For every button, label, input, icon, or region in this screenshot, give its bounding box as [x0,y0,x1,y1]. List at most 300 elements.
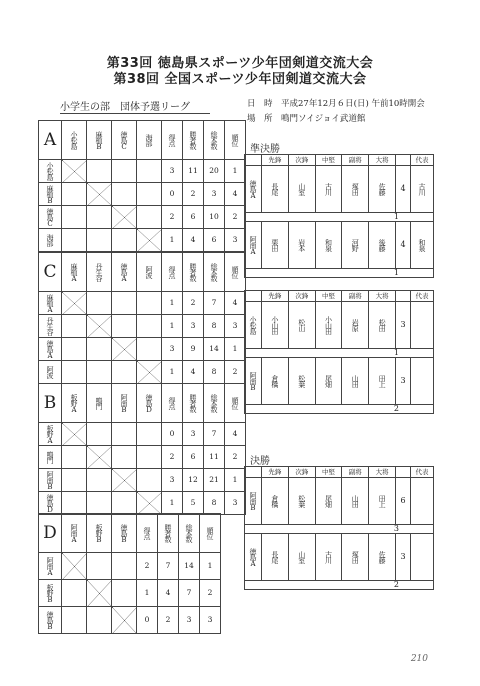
player-cell [342,478,369,525]
row-team [39,160,62,183]
stat-cell: 1 [162,492,183,515]
player-name: 山田 [351,375,360,387]
stat-cell: 1 [225,469,246,492]
row-team-name: 海部 [46,234,54,246]
column-header [225,253,246,292]
column-header [137,514,158,553]
row-team [39,206,62,229]
pool-row [39,292,246,315]
bracket-team-name [245,166,262,213]
match-cell [137,446,162,469]
pool-row [39,229,246,252]
match-cell [137,469,162,492]
position-header: 先鋒 [262,291,289,302]
row-team-name: 阿波 [46,366,54,378]
pool-row [39,580,221,607]
diagonal-cell [62,292,87,315]
row-team-name: 徳島B [46,610,54,630]
stat-cell: 8 [204,361,225,384]
row-team-name: 阿南B [46,470,54,490]
stat-cell: 2 [183,183,204,206]
row-team-name: 徳島D [46,493,54,513]
bracket-table [244,466,434,590]
player-name: 山室 [297,551,306,563]
row-team-name: 小松島 [46,162,54,180]
player-name: 松葉 [297,495,306,507]
representative-cell [411,534,434,581]
team-name: 阿南A [70,523,78,543]
match-cell [87,607,112,634]
pool-team-header [112,253,137,292]
column-header-label: 勝者数 [189,131,197,149]
title-line1: 第33回 徳島県スポーツ少年団剣道交流大会 [106,56,374,71]
position-header: 代表 [411,291,434,302]
stat-cell: 3 [200,607,221,634]
column-header-label: 得点 [168,266,176,278]
match-cell [112,160,137,183]
match-cell [87,361,112,384]
bracket-corner [245,155,262,166]
match-cell [137,338,162,361]
player-cell [262,478,289,525]
team-name: 板野B [95,523,103,543]
player-name: 尾畑 [324,375,333,387]
player-cell [315,302,342,349]
player-cell [315,478,342,525]
position-header: 先鋒 [262,155,289,166]
stat-cell: 3 [183,423,204,446]
diagonal-cell [62,553,87,580]
player-name: 塚田 [351,551,360,563]
row-team-name: 麻植B [46,184,54,204]
match-cell [137,160,162,183]
team-name: 麻植A [70,262,78,282]
column-header-label: 総本数 [210,263,218,281]
stat-cell: 1 [225,160,246,183]
row-team-name: 阿南A [46,556,54,576]
bracket-team-row [245,222,434,269]
diagonal-cell [112,469,137,492]
bracket-team-label: 阿南B [249,371,257,391]
match-cell [87,338,112,361]
bracket-team-label: 阿南A [249,235,257,255]
match-cell [62,469,87,492]
position-header: 大将 [369,467,396,478]
bracket-points: 2 [245,405,434,414]
pool-row [39,553,221,580]
position-header: 先鋒 [262,467,289,478]
pool-letter: D [39,514,62,553]
bracket-team-row [245,478,434,525]
representative-cell [411,222,434,269]
player-name: 河野 [351,239,360,251]
bracket-team-name [245,222,262,269]
row-team [39,423,62,446]
bracket-points: 2 [245,581,434,590]
team-name: 鳴門 [95,397,103,409]
player-cell [369,534,396,581]
player-cell [315,358,342,405]
team-name: 海部 [145,134,153,146]
row-team [39,338,62,361]
match-cell [112,315,137,338]
pool-row [39,446,246,469]
row-team [39,492,62,515]
section-title: 小学生の部 団体予選リーグ [60,98,210,114]
player-name: 尾畑 [324,495,333,507]
stat-cell: 4 [225,292,246,315]
pool-team-header [137,253,162,292]
stat-cell: 3 [225,229,246,252]
match-cell [112,423,137,446]
bracket-score: 6 [396,478,411,525]
pool-row [39,183,246,206]
pool-row [39,423,246,446]
player-cell [288,302,315,349]
pool-table-A [38,120,246,252]
stat-cell: 7 [179,580,200,607]
diagonal-cell [87,183,112,206]
pool-team-header [62,514,87,553]
player-cell [288,166,315,213]
player-name: 和泉 [324,239,333,251]
stat-cell: 3 [162,338,183,361]
match-cell [112,492,137,515]
bracket-score: 3 [396,302,411,349]
bracket-team-row [245,358,434,405]
player-name: 岩本 [297,239,306,251]
match-cell [62,229,87,252]
score-gap [396,291,411,302]
stat-cell: 4 [183,229,204,252]
match-cell [137,423,162,446]
match-cell [62,206,87,229]
team-name: 徳島A [120,262,128,282]
position-header: 大将 [369,155,396,166]
position-header: 次鋒 [288,291,315,302]
stat-cell: 0 [137,607,158,634]
stat-cell: 1 [137,580,158,607]
player-cell [369,302,396,349]
player-cell [262,302,289,349]
stat-cell: 3 [225,315,246,338]
stat-cell: 6 [183,206,204,229]
column-header-label: 総本数 [185,524,193,542]
stat-cell: 7 [204,292,225,315]
bracket-points: 1 [245,213,434,222]
player-cell [342,222,369,269]
player-name: 松葉 [297,375,306,387]
column-header-label: 勝者数 [164,524,172,542]
semifinal-title: 準決勝 [250,144,280,155]
bracket-team-name [245,358,262,405]
pool-row [39,315,246,338]
row-team [39,580,62,607]
bracket-points: 1 [245,269,434,278]
player-cell [262,222,289,269]
stat-cell: 8 [204,492,225,515]
bracket-team-label: 阿南B [249,491,257,511]
match-cell [62,446,87,469]
column-header [162,121,183,160]
match-cell [112,361,137,384]
player-name: 田上 [378,495,387,507]
row-team [39,607,62,634]
stat-cell: 3 [179,607,200,634]
row-team-name: 徳島A [46,339,54,359]
player-cell [288,534,315,581]
match-cell [62,492,87,515]
player-name: 倉橋 [270,375,279,387]
stat-cell: 11 [183,160,204,183]
player-cell [315,222,342,269]
column-header-label: 順位 [231,266,239,278]
row-team [39,315,62,338]
player-cell [262,166,289,213]
representative-name: 古川 [418,183,426,195]
column-header-label: 勝者数 [189,263,197,281]
stat-cell: 0 [162,183,183,206]
row-team [39,361,62,384]
match-cell [62,580,87,607]
team-name: 麻植B [95,130,103,150]
player-name: 長尾 [270,551,279,563]
player-cell [342,166,369,213]
player-cell [369,166,396,213]
player-name: 山室 [297,183,306,195]
column-header [158,514,179,553]
team-name: 小松島 [70,131,78,149]
pool-row [39,607,221,634]
representative-cell [411,358,434,405]
pool-team-header [62,121,87,160]
match-cell [137,315,162,338]
stat-cell: 3 [225,492,246,515]
bracket-table [244,154,434,278]
player-cell [342,358,369,405]
row-team [39,183,62,206]
stat-cell: 3 [204,183,225,206]
pool-table-C [38,252,246,384]
bracket-team-name [245,478,262,525]
player-name: 古川 [324,183,333,195]
pool-letter: A [39,121,62,160]
pool-team-header [112,121,137,160]
column-header-label: 勝者数 [189,394,197,412]
column-header-label: 順位 [231,134,239,146]
match-cell [62,183,87,206]
stat-cell: 5 [183,492,204,515]
team-name: 阿波 [145,266,153,278]
position-header: 代表 [411,467,434,478]
match-cell [87,229,112,252]
player-name: 山田 [351,495,360,507]
stat-cell: 14 [204,338,225,361]
match-cell [62,315,87,338]
diagonal-cell [137,361,162,384]
position-header: 中堅 [315,291,342,302]
player-cell [288,358,315,405]
match-cell [112,183,137,206]
bracket-team-row [245,302,434,349]
stat-cell: 4 [225,423,246,446]
stat-cell: 2 [225,446,246,469]
representative-cell [411,166,434,213]
stat-cell: 7 [158,553,179,580]
stat-cell: 10 [204,206,225,229]
player-name: 岩原 [351,319,360,331]
stat-cell: 3 [162,160,183,183]
player-cell [342,302,369,349]
stat-cell: 4 [183,361,204,384]
pool-team-header [87,514,112,553]
stat-cell: 20 [204,160,225,183]
column-header [162,384,183,423]
player-name: 佐藤 [378,183,387,195]
bracket-score: 4 [396,166,411,213]
player-name: 塚田 [351,183,360,195]
stat-cell: 1 [225,338,246,361]
score-gap [396,467,411,478]
team-name: 徳島B [120,523,128,543]
representative-cell [411,478,434,525]
diagonal-cell [87,580,112,607]
player-cell [369,358,396,405]
bracket-team-name [245,302,262,349]
diagonal-cell [137,229,162,252]
stat-cell: 0 [162,423,183,446]
row-team-name: 丹生谷 [46,317,54,335]
match-cell [62,338,87,361]
stat-cell: 3 [162,469,183,492]
diagonal-cell [112,206,137,229]
row-team [39,229,62,252]
pool-row [39,469,246,492]
player-cell [369,222,396,269]
row-team-name: 麻植A [46,293,54,313]
column-header-label: 順位 [206,527,214,539]
stat-cell: 8 [204,315,225,338]
team-name: 板野A [70,393,78,413]
title-line2: 第38回 全国スポーツ少年団剣道交流大会 [113,72,367,87]
bracket-corner [245,291,262,302]
position-header: 副将 [342,155,369,166]
stat-cell: 2 [183,292,204,315]
position-header: 副将 [342,467,369,478]
match-cell [62,607,87,634]
player-name: 後藤 [378,239,387,251]
final-title: 決勝 [250,456,270,467]
stat-cell: 1 [200,553,221,580]
player-cell [342,534,369,581]
bracket-score: 3 [396,534,411,581]
match-cell [87,206,112,229]
position-header: 代表 [411,155,434,166]
diagonal-cell [87,446,112,469]
stat-cell: 21 [204,469,225,492]
pool-table-B [38,383,246,515]
player-cell [262,534,289,581]
pool-team-header [87,121,112,160]
player-name: 古川 [324,551,333,563]
player-cell [288,478,315,525]
player-name: 松田 [378,319,387,331]
position-header: 次鋒 [288,155,315,166]
bracket-points: 3 [245,525,434,534]
bracket-points: 1 [245,349,434,358]
bracket-team-row [245,166,434,213]
team-name: 丹生谷 [95,263,103,281]
pool-row [39,206,246,229]
page-number: 210 [410,654,428,664]
pool-team-header [112,514,137,553]
stat-cell: 1 [162,292,183,315]
player-cell [315,534,342,581]
player-cell [369,478,396,525]
pool-table-D [38,513,221,634]
team-name: 阿南B [120,393,128,413]
stat-cell: 9 [183,338,204,361]
date-line: 日 時 平成27年12月６日(日) 午前10時開会 [247,99,425,109]
row-team [39,469,62,492]
match-cell [62,361,87,384]
stat-cell: 1 [162,229,183,252]
stat-cell: 3 [183,315,204,338]
column-header [200,514,221,553]
player-cell [262,358,289,405]
stat-cell: 4 [158,580,179,607]
bracket-corner [245,467,262,478]
match-cell [112,580,137,607]
diagonal-cell [62,160,87,183]
stat-cell: 2 [225,206,246,229]
pool-row [39,492,246,515]
row-team-name: 板野A [46,424,54,444]
stat-cell: 4 [225,183,246,206]
player-name: 田上 [378,375,387,387]
match-cell [87,553,112,580]
position-header: 大将 [369,291,396,302]
player-name: 長尾 [270,183,279,195]
pool-row [39,338,246,361]
pool-team-header [87,384,112,423]
match-cell [137,292,162,315]
pool-team-header [62,384,87,423]
column-header [225,121,246,160]
column-header [204,253,225,292]
stat-cell: 12 [183,469,204,492]
player-name: 佐藤 [378,551,387,563]
stat-cell: 1 [162,361,183,384]
column-header-label: 総本数 [210,394,218,412]
diagonal-cell [112,338,137,361]
column-header [183,384,204,423]
stat-cell: 6 [204,229,225,252]
player-name: 小山田 [270,316,279,334]
bracket-team-label: 小松島 [249,316,257,334]
representative-name: 和泉 [418,239,426,251]
stat-cell: 6 [183,446,204,469]
pool-letter: B [39,384,62,423]
row-team [39,553,62,580]
row-team-name: 徳島C [46,207,54,227]
column-header [183,253,204,292]
pool-row [39,160,246,183]
column-header [162,253,183,292]
match-cell [137,206,162,229]
stat-cell: 14 [179,553,200,580]
match-cell [112,292,137,315]
